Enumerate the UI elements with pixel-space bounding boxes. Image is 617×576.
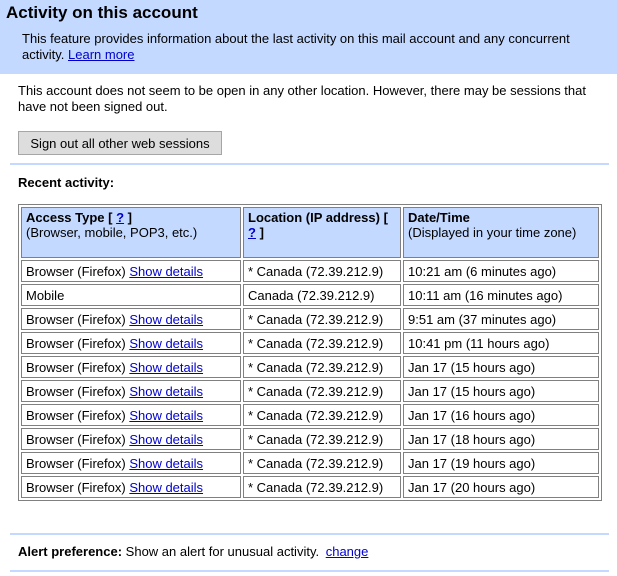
description-text: This feature provides information about the last activity on this mail account and any concurrent activity. xyxy=(22,31,570,62)
divider xyxy=(10,533,609,535)
access-type-text: Browser (Firefox) xyxy=(26,359,126,375)
column-title-close: ] xyxy=(127,210,133,225)
page-title: Activity on this account xyxy=(6,3,198,22)
access-type-cell xyxy=(21,452,241,474)
location-cell: * Canada (72.39.212.9) xyxy=(243,332,401,354)
date-time-cell: Jan 17 (15 hours ago) xyxy=(403,380,599,402)
alert-text: Show an alert for unusual activity. xyxy=(125,544,320,559)
table-row xyxy=(21,356,599,378)
location-cell: * Canada (72.39.212.9) xyxy=(243,404,401,426)
location-cell: * Canada (72.39.212.9) xyxy=(243,380,401,402)
access-type-text: Browser (Firefox) xyxy=(26,335,126,351)
table-row xyxy=(21,260,599,282)
table-header-row xyxy=(21,207,599,258)
show-details-link[interactable]: Show details xyxy=(129,407,204,423)
access-type-cell xyxy=(21,380,241,402)
show-details-link[interactable]: Show details xyxy=(129,431,204,447)
date-time-cell: Jan 17 (20 hours ago) xyxy=(403,476,599,498)
date-time-cell: 10:21 am (6 minutes ago) xyxy=(403,260,599,282)
column-title: Access Type [ xyxy=(26,210,113,225)
show-details-link[interactable]: Show details xyxy=(129,479,204,495)
date-time-cell: 9:51 am (37 minutes ago) xyxy=(403,308,599,330)
table-row xyxy=(21,476,599,498)
access-type-text: Browser (Firefox) xyxy=(26,383,126,399)
show-details-link[interactable]: Show details xyxy=(129,311,204,327)
location-cell: * Canada (72.39.212.9) xyxy=(243,260,401,282)
location-cell: * Canada (72.39.212.9) xyxy=(243,452,401,474)
location-cell: * Canada (72.39.212.9) xyxy=(243,428,401,450)
location-cell: * Canada (72.39.212.9) xyxy=(243,476,401,498)
sign-out-sessions-button[interactable]: Sign out all other web sessions xyxy=(18,131,222,155)
access-type-cell xyxy=(21,356,241,378)
divider xyxy=(10,570,609,572)
session-status-message: This account does not seem to be open in any other location. However, there may be sessions that have not been signed out. xyxy=(18,83,586,114)
date-time-cell: Jan 17 (15 hours ago) xyxy=(403,356,599,378)
access-type-text: Browser (Firefox) xyxy=(26,479,126,495)
access-type-help-link[interactable]: ? xyxy=(116,210,125,225)
date-time-cell: 10:41 pm (11 hours ago) xyxy=(403,332,599,354)
divider xyxy=(10,163,609,165)
show-details-link[interactable]: Show details xyxy=(129,359,204,375)
activity-header xyxy=(0,0,617,74)
learn-more-link[interactable]: Learn more xyxy=(68,47,135,62)
access-type-cell xyxy=(21,428,241,450)
alert-preference xyxy=(18,544,368,559)
location-cell: * Canada (72.39.212.9) xyxy=(243,308,401,330)
access-type-cell xyxy=(21,308,241,330)
column-title-close: ] xyxy=(259,225,264,240)
date-time-cell: 10:11 am (16 minutes ago) xyxy=(403,284,599,306)
table-row xyxy=(21,284,599,306)
access-type-text: Browser (Firefox) xyxy=(26,431,126,447)
access-type-text: Mobile xyxy=(26,287,65,303)
column-access-type xyxy=(21,207,241,258)
location-help-link[interactable]: ? xyxy=(248,225,256,240)
show-details-link[interactable]: Show details xyxy=(129,455,204,471)
show-details-link[interactable]: Show details xyxy=(129,263,204,279)
column-subtitle: (Browser, mobile, POP3, etc.) xyxy=(26,225,198,240)
access-type-text: Browser (Firefox) xyxy=(26,455,126,471)
date-time-cell: Jan 17 (19 hours ago) xyxy=(403,452,599,474)
table-row xyxy=(21,452,599,474)
access-type-cell xyxy=(21,404,241,426)
table-row xyxy=(21,428,599,450)
location-cell: Canada (72.39.212.9) xyxy=(243,284,401,306)
activity-table xyxy=(18,204,602,501)
access-type-text: Browser (Firefox) xyxy=(26,311,126,327)
header-description xyxy=(22,31,592,63)
access-type-cell xyxy=(21,332,241,354)
alert-label: Alert preference: xyxy=(18,544,123,559)
table-row xyxy=(21,404,599,426)
access-type-cell xyxy=(21,476,241,498)
column-date-time xyxy=(403,207,599,258)
alert-change-link[interactable]: change xyxy=(325,544,369,559)
date-time-cell: Jan 17 (18 hours ago) xyxy=(403,428,599,450)
column-title: Date/Time xyxy=(408,210,470,225)
column-title: Location (IP address) [ xyxy=(248,210,388,225)
show-details-link[interactable]: Show details xyxy=(129,383,204,399)
table-row xyxy=(21,380,599,402)
access-type-cell xyxy=(21,284,241,306)
recent-activity-title: Recent activity: xyxy=(18,175,115,190)
access-type-text: Browser (Firefox) xyxy=(26,263,126,279)
column-subtitle: (Displayed in your time zone) xyxy=(408,225,577,240)
column-location xyxy=(243,207,401,258)
location-cell: * Canada (72.39.212.9) xyxy=(243,356,401,378)
date-time-cell: Jan 17 (16 hours ago) xyxy=(403,404,599,426)
table-row xyxy=(21,308,599,330)
access-type-text: Browser (Firefox) xyxy=(26,407,126,423)
show-details-link[interactable]: Show details xyxy=(129,335,204,351)
table-row xyxy=(21,332,599,354)
access-type-cell xyxy=(21,260,241,282)
